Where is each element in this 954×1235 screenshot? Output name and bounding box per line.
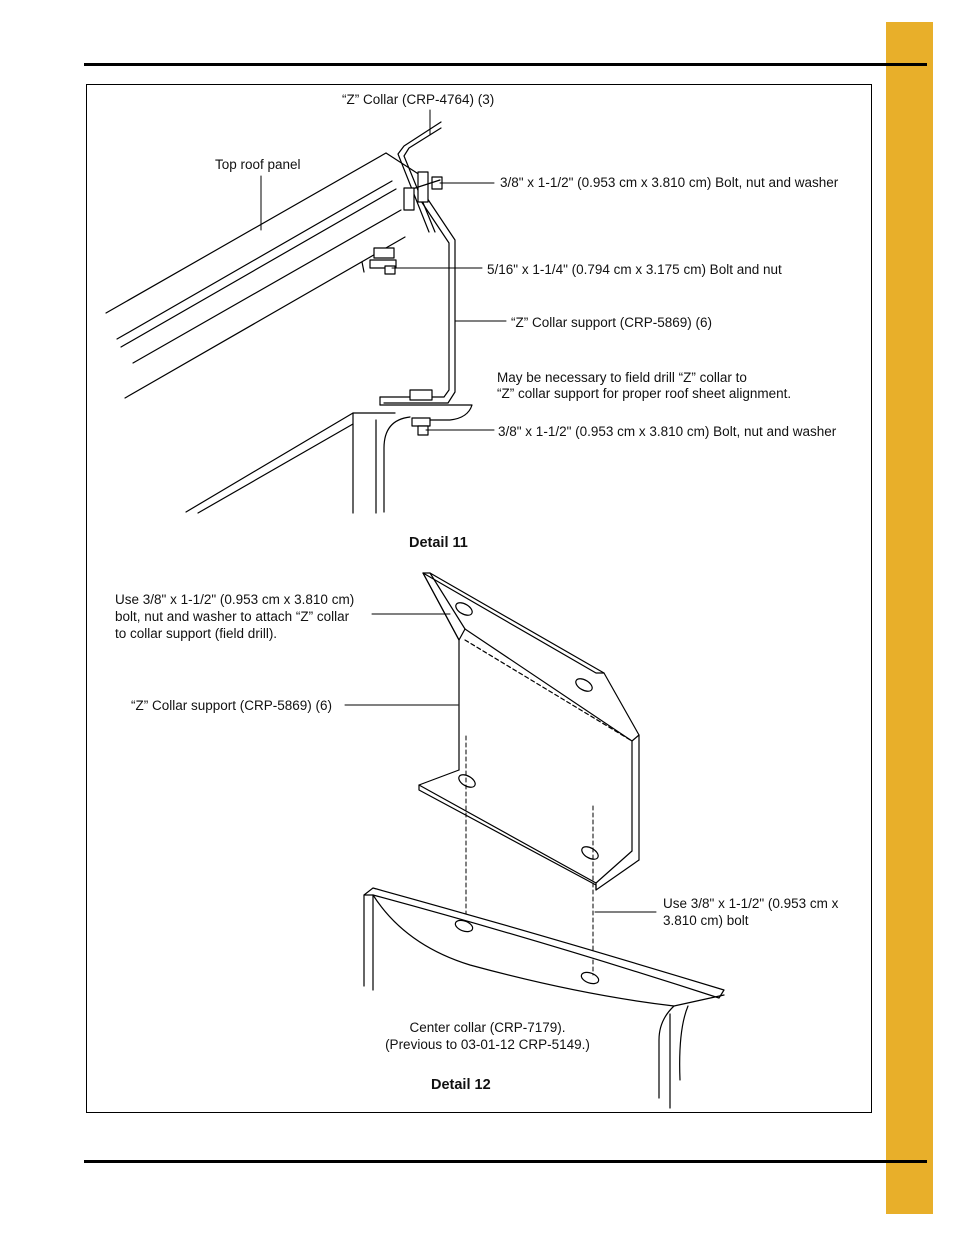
label-use-bolt-line3: to collar support (field drill).	[115, 626, 278, 641]
label-center-collar-line1: Center collar (CRP-7179).	[409, 1020, 566, 1035]
label-center-collar-line2: (Previous to 03-01-12 CRP-5149.)	[385, 1037, 590, 1052]
label-use-bolt-line1: Use 3/8" x 1-1/2" (0.953 cm x 3.810 cm)	[115, 592, 355, 607]
label-z-collar-support-11: “Z” Collar support (CRP-5869) (6)	[511, 315, 713, 330]
label-use-bolt-line2: bolt, nut and washer to attach “Z” collar	[115, 609, 350, 624]
label-bolt-right-line2: 3.810 cm) bolt	[663, 913, 749, 928]
label-field-drill-note-line2: “Z” collar support for proper roof sheet alignment.	[497, 386, 792, 401]
label-bolt-top: 3/8" x 1-1/2" (0.953 cm x 3.810 cm) Bolt, nut and washer	[500, 175, 839, 190]
label-z-collar: “Z” Collar (CRP-4764) (3)	[342, 92, 495, 107]
caption-detail-11: Detail 11	[409, 535, 468, 551]
z-collar-support-shape	[380, 195, 472, 420]
label-bolt-mid: 5/16" x 1-1/4" (0.794 cm x 3.175 cm) Bolt and nut	[487, 262, 782, 277]
label-bolt-bottom: 3/8" x 1-1/2" (0.953 cm x 3.810 cm) Bolt, nut and washer	[498, 424, 837, 439]
detail-12-leaders	[345, 614, 656, 912]
bolt-mid	[362, 248, 396, 274]
label-bolt-right-line1: Use 3/8" x 1-1/2" (0.953 cm x	[663, 896, 839, 911]
label-field-drill-note-line1: May be necessary to field drill “Z” collar to	[497, 370, 747, 385]
label-top-roof-panel: Top roof panel	[215, 157, 301, 172]
z-collar-support-bracket	[419, 573, 639, 890]
lower-structure-shape	[186, 413, 410, 513]
label-z-collar-support-12: “Z” Collar support (CRP-5869) (6)	[131, 698, 333, 713]
bolt-bottom	[410, 390, 432, 435]
top-roof-panel-shape	[106, 153, 420, 398]
detail-11-drawing	[106, 110, 506, 513]
caption-detail-12: Detail 12	[431, 1077, 491, 1093]
